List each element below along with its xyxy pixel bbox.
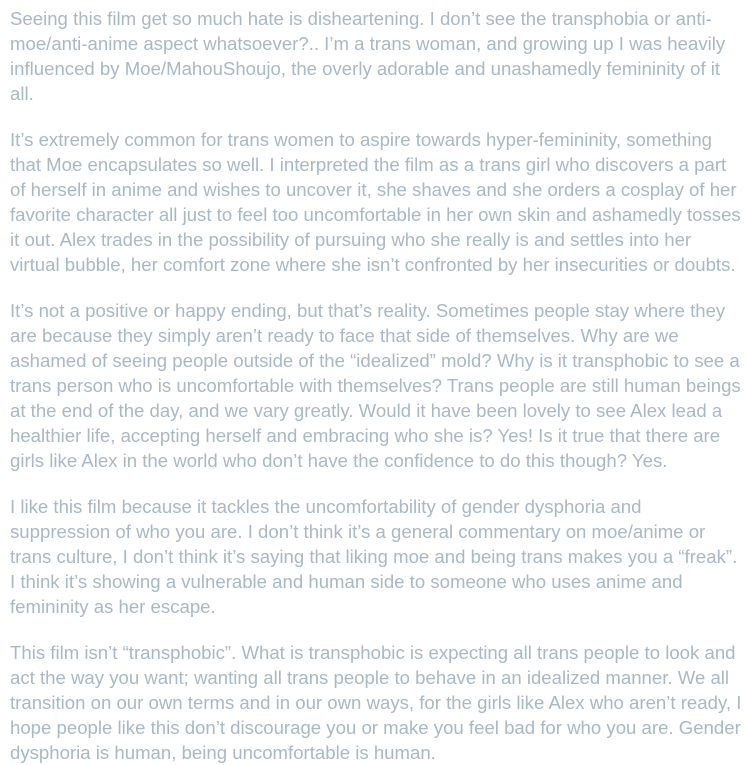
review-paragraph-2: It’s extremely common for trans women to aspire towards hyper-femininity, something that Moe encapsulates so well. I interpreted the film as a trans girl who discovers a part of herself in anime and wishes to uncover it, she shaves and she orders a cosplay of her favorite character all just to feel too uncomfortable in her own skin and ashamedly tosses it out. Alex trades in the possibility of pursuing who she really is and settles into her virtual bubble, her comfort zone where she isn’t confronted by her insecurities or doubts. [10, 129, 741, 275]
review-paragraph-1: Seeing this film get so much hate is disheartening. I don’t see the transphobia or anti-moe/anti-anime aspect whatsoever?.. I’m a trans woman, and growing up I was heavily influenced by Moe/MahouShoujo, the overly adorable and unashamedly femininity of it all. [10, 8, 726, 104]
review-paragraph-5: This film isn’t “transphobic”. What is transphobic is expecting all trans people to look and act the way you want; wanting all trans people to behave in an idealized manner. We all transition on our own terms and in our own ways, for the girls like Alex who aren’t ready, I hope people like this don’t discourage you or make you feel bad for who you are. Gender dysphoria is human, being uncomfortable is human. [10, 642, 742, 763]
review-paragraph-3: It’s not a positive or happy ending, but that’s reality. Sometimes people stay where they are because they simply aren’t ready to face that side of themselves. Why are we ashamed of seeing people outside of the “idealized” mold? Why is it transphobic to see a trans person who is uncomfortable with themselves? Trans people are still human beings at the end of the day, and we vary greatly. Would it have been lovely to see Alex lead a healthier life, accepting herself and embracing who she is? Yes! Is it true that there are girls like Alex in the world who don’t have the confidence to do this though? Yes. [10, 300, 741, 471]
review-paragraph-4: I like this film because it tackles the uncomfortability of gender dysphoria and suppression of who you are. I don’t think it’s a general commentary on moe/anime or trans culture, I don’t think it’s saying that liking moe and being trans makes you a “freak”. I think it’s showing a vulnerable and human side to someone who uses anime and femininity as her escape. [10, 496, 738, 617]
